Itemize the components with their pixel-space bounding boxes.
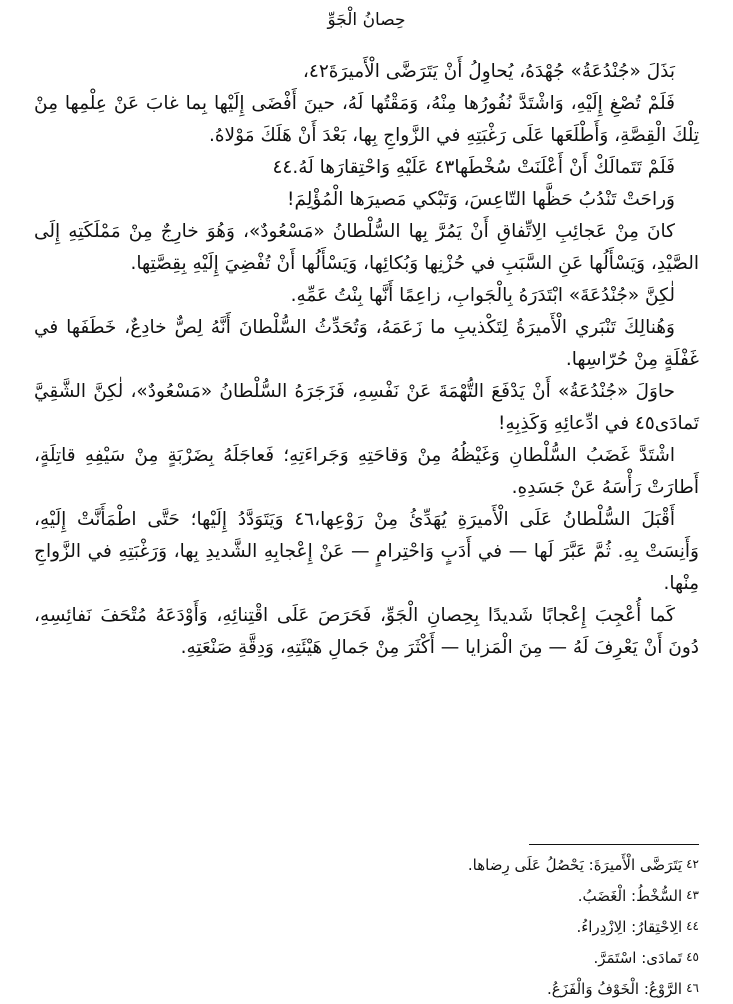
footnote-text: الرَّوْعُ: الْخَوْفُ وَالْفَزَعُ. (547, 980, 683, 998)
footnote (279, 880, 699, 911)
paragraph: كَما أُعْجِبَ إِعْجابًا شَديدًا بِحِصانِ الْجَوِّ، فَحَرَصَ عَلَى اقْتِنائِهِ، وَأَوْدَعَهُ مُتْحَفَ نَفائِسِهِ، دُونَ أَنْ يَعْرِفَ لَهُ — مِنَ الْمَزايا — أَكْثَرَ مِنْ جَمالِ هَيْئَتِهِ، وَدِقَّةِ صَنْعَتِهِ. (34, 605, 699, 658)
paragraph: وَراحَتْ تَنْدُبُ حَظَّها التّاعِسَ، وَتَبْكي مَصيرَها الْمُؤْلِمَ! (287, 189, 675, 210)
paragraph: أَقْبَلَ السُّلْطانُ عَلَى الْأَميرَةِ يُهَدِّئُ مِنْ رَوْعِها،٤٦ وَيَتَوَدَّدُ إِلَيْها؛ حَتَّى اطْمَأَنَّتْ إِلَيْهِ، وَأَنِسَتْ بِهِ. ثُمَّ عَبَّرَ لَها — في أَدَبٍ وَاحْتِرامٍ — عَنْ إِعْجابِهِ الشَّديدِ بِها، وَرَغْبَتِهِ في الزَّواجِ مِنْها. (34, 509, 699, 594)
footnote (279, 973, 699, 1004)
paragraph: حاوَلَ «جُنْدُعَةُ» أَنْ يَدْفَعَ التُّهْمَةَ عَنْ نَفْسِهِ، فَزَجَرَهُ السُّلْطانُ «مَسْعُودٌ»، لٰكِنَّ الشَّقِيَّ تَمادَى٤٥ في ادِّعائِهِ وَكَذِبِهِ! (34, 381, 699, 434)
paragraph: لٰكِنَّ «جُنْدُعَةَ» ابْتَدَرَهُ بِالْجَوابِ، زاعِمًا أَنَّها بِنْتُ عَمِّهِ. (290, 285, 675, 306)
footnote-number: ٤٤ (686, 919, 699, 933)
footnote (279, 911, 699, 942)
footnote-text: يَتَرَضَّى الْأَميرَةَ: يَحْصُلُ عَلَى رِضاها. (467, 856, 683, 874)
footnote-text: السُّخْطُ: الْغَضَبُ. (577, 887, 683, 905)
footnote-divider (529, 844, 699, 845)
footnote (279, 849, 699, 880)
paragraph: اشْتَدَّ غَضَبُ السُّلْطانِ وَغَيْظُهُ مِنْ وَقاحَتِهِ وَجَراءَتِهِ؛ فَعاجَلَهُ بِضَرْبَةٍ مِنْ سَيْفِهِ قاتِلَةٍ، أَطارَتْ رَأْسَهُ عَنْ جَسَدِهِ. (34, 445, 699, 498)
footnote-text: تَمادَى: اسْتَمَرَّ. (593, 949, 683, 967)
paragraph: فَلَمْ تَتَمالَكْ أَنْ أَعْلَنَتْ سُخْطَها٤٣ عَلَيْهِ وَاحْتِقارَها لَهُ.٤٤ (272, 157, 675, 178)
footnote-number: ٤٥ (686, 950, 699, 964)
paragraph: كانَ مِنْ عَجائِبِ الِاتِّفاقِ أَنْ يَمُرَّ بِها السُّلْطانُ «مَسْعُودٌ»، وَهُوَ خارِجٌ مِنْ مَمْلَكَتِهِ إِلَى الصَّيْدِ، وَيَسْأَلُها عَنِ السَّبَبِ في حُزْنِها وَبُكائِها، وَيَسْأَلُها أَنْ تُفْضِيَ إِلَيْهِ بِقِصَّتِها. (34, 221, 699, 274)
story-body (34, 56, 699, 664)
running-header: حِصانُ الْجَوِّ (327, 10, 406, 30)
footnote-text: الِاحْتِقارُ: الِازْدِراءُ. (576, 918, 683, 936)
paragraph: فَلَمْ تُصْغِ إِلَيْهِ، وَاشْتَدَّ نُفُورُها مِنْهُ، وَمَقْتُها لَهُ، حينَ أَفْضَى إِلَيْها بِما غابَ عَنْ عِلْمِها مِنْ تِلْكَ الْقِصَّةِ، وَأَطْلَعَها عَلَى رَغْبَتِهِ في الزَّواجِ بِها، بَعْدَ أَنْ هَلَكَ مَوْلاهُ. (34, 93, 699, 146)
footnotes (279, 844, 699, 1004)
paragraph: بَذَلَ «جُنْدُعَةُ» جُهْدَهُ، يُحاوِلُ أَنْ يَتَرَضَّى الْأَميرَةَ٤٢، (302, 61, 675, 82)
paragraph: وَهُنالِكَ تَنْبَري الْأَميرَةُ لِتَكْذيبِ ما زَعَمَهُ، وَتُحَدِّثُ السُّلْطانَ أَنَّهُ لِصٌّ خادِعٌ، خَطَفَها في غَفْلَةٍ مِنْ حُرّاسِها. (34, 317, 699, 370)
footnote (279, 942, 699, 973)
footnote-number: ٤٣ (686, 888, 699, 902)
footnote-number: ٤٢ (686, 857, 699, 871)
footnote-number: ٤٦ (686, 981, 699, 995)
